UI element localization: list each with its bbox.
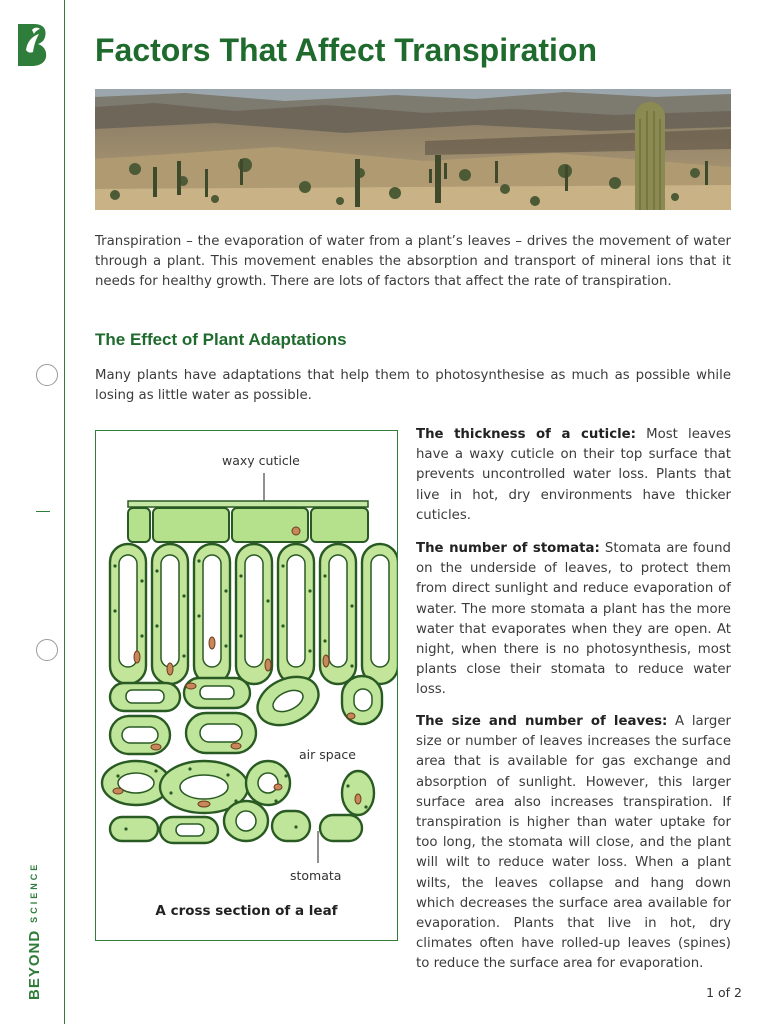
factor-text: Stomata are found on the underside of leaves, to protect them from direct sunlight and reduce evaporation of water. The more stomata a plant has the more water that evaporates when they are open. At night, when there is no photosynthesis, most plants close their stomata to reduce water loss. <box>416 541 731 698</box>
page-title: Factors That Affect Transpiration <box>95 32 597 68</box>
brand-sub: SCIENCE <box>29 861 39 923</box>
factor-term: The number of stomata: <box>416 541 600 556</box>
punch-hole-top <box>36 364 58 386</box>
beyond-logo-icon <box>14 20 50 66</box>
section-lead: Many plants have adaptations that help them to photosynthesise as much as possible while losing as little water as possible. <box>95 368 731 404</box>
brand-wordmark <box>22 842 46 1000</box>
factor-text: A larger size or number of leaves increases the surface area that is available for gas exchange and absorption of sunlight. However, this larger surface area also increases transpiration. If transpiration is higher than water uptake for too long, the stomata will close, and the plant will wilt to reduce water loss. When a plant wilts, the leaves collapse and hang down which decreases the surface area available for evaporation. Plants that live in hot, dry climates often have rolled-up leaves (spines) to reduce the surface area for evaporation. <box>416 714 731 972</box>
brand-main: BEYOND <box>25 929 43 1000</box>
fold-mark <box>36 511 50 512</box>
leaf-cross-section-figure <box>95 430 398 941</box>
label-stomata: stomata <box>290 868 342 883</box>
page-number: 1 of 2 <box>706 985 742 1000</box>
factor-term: The thickness of a cuticle: <box>416 427 637 442</box>
factor-leaves <box>416 712 731 975</box>
factor-cuticle <box>416 425 731 526</box>
desert-landscape-image <box>95 89 731 210</box>
leaf-cross-section-diagram <box>96 431 397 940</box>
margin-line <box>64 0 65 1024</box>
intro-paragraph: Transpiration – the evaporation of water from a plant’s leaves – drives the movement of water through a plant. This movement enables the absorption and transport of mineral ions that it needs for healthy growth. There are lots of factors that affect the rate of transpiration. <box>95 234 731 290</box>
label-air-space: air space <box>299 747 356 762</box>
label-waxy-cuticle: waxy cuticle <box>222 453 300 468</box>
factor-stomata <box>416 539 731 701</box>
punch-hole-bottom <box>36 639 58 661</box>
figure-caption: A cross section of a leaf <box>155 903 338 919</box>
factor-term: The size and number of leaves: <box>416 714 668 729</box>
factor-text: Most leaves have a waxy cuticle on their top surface that prevents uncontrolled water loss. Plants that live in hot, dry environments have thicker cuticles. <box>416 427 732 523</box>
section-heading: The Effect of Plant Adaptations <box>95 330 347 349</box>
